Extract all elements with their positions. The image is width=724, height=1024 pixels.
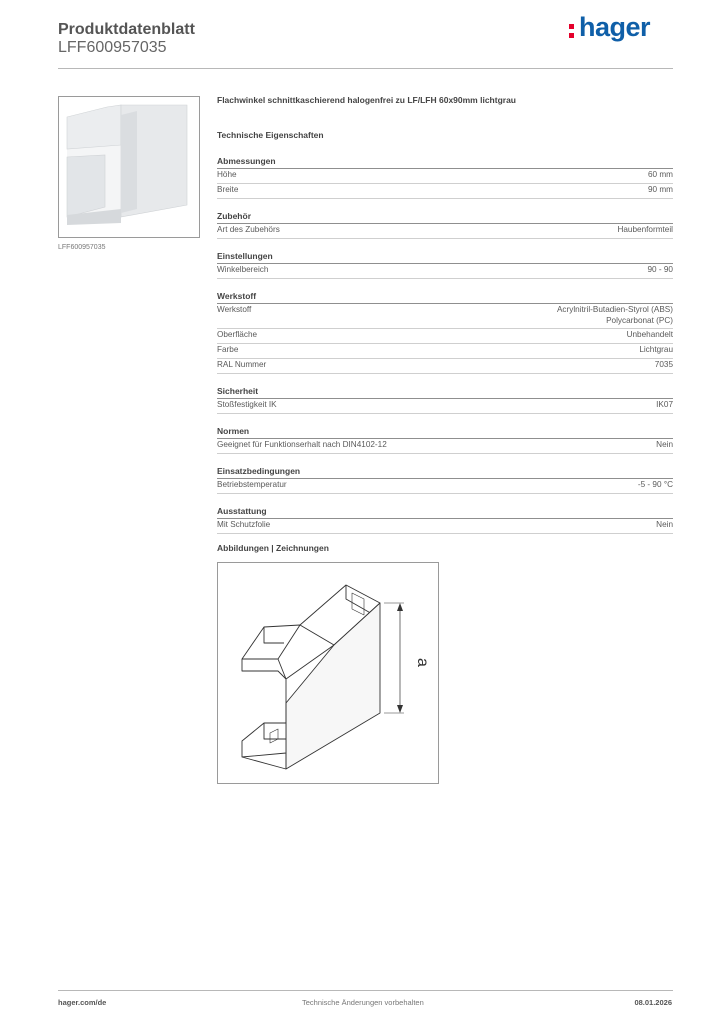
header-divider xyxy=(58,68,673,69)
property-label: Farbe xyxy=(217,345,239,354)
drawings-title: Abbildungen | Zeichnungen xyxy=(217,543,329,553)
property-value: Nein xyxy=(656,440,673,449)
group-title: Zubehör xyxy=(217,210,673,224)
technical-properties-title: Technische Eigenschaften xyxy=(217,130,324,140)
property-row xyxy=(217,264,673,279)
property-row xyxy=(217,329,673,344)
group-title: Einsatzbedingungen xyxy=(217,465,673,479)
property-value-line: Polycarbonat (PC) xyxy=(606,315,673,325)
product-details xyxy=(217,95,673,534)
footer-date: 08.01.2026 xyxy=(634,998,672,1007)
product-description: Flachwinkel schnittkaschierend halogenfrei zu LF/LFH 60x90mm lichtgrau xyxy=(217,95,516,105)
property-value: -5 - 90 °C xyxy=(637,480,673,489)
property-row xyxy=(217,439,673,454)
group-title: Einstellungen xyxy=(217,250,673,264)
property-value: 60 mm xyxy=(647,170,673,179)
property-value: Lichtgrau xyxy=(639,345,673,354)
group-material xyxy=(217,290,673,374)
property-label: Geeignet für Funktionserhalt nach DIN4102-12 xyxy=(217,440,387,449)
group-standards xyxy=(217,425,673,454)
dimension-label: a xyxy=(414,658,431,667)
group-settings xyxy=(217,250,673,279)
product-image-caption: LFF600957035 xyxy=(58,244,106,251)
property-value: Nein xyxy=(656,520,673,529)
property-row xyxy=(217,169,673,184)
property-label: Höhe xyxy=(217,170,237,179)
flat-angle-drawing-icon xyxy=(218,563,438,783)
property-row xyxy=(217,519,673,534)
logo-dots-icon xyxy=(569,24,575,42)
group-dimensions xyxy=(217,155,673,199)
logo-text: hager xyxy=(579,12,651,42)
group-operating-conditions xyxy=(217,465,673,494)
group-title: Sicherheit xyxy=(217,385,673,399)
property-value: 7035 xyxy=(654,360,673,369)
property-label: RAL Nummer xyxy=(217,360,267,369)
footer-notice: Technische Änderungen vorbehalten xyxy=(302,998,424,1007)
property-row xyxy=(217,224,673,239)
hager-logo xyxy=(567,12,657,46)
property-label: Oberfläche xyxy=(217,330,258,339)
footer-website: hager.com/de xyxy=(58,998,107,1007)
property-label: Breite xyxy=(217,185,239,194)
group-equipment xyxy=(217,505,673,534)
property-value: 90 mm xyxy=(647,185,673,194)
page-title: Produktdatenblatt xyxy=(58,21,195,38)
property-label: Art des Zubehörs xyxy=(217,225,280,234)
property-value xyxy=(557,305,673,326)
property-label: Werkstoff xyxy=(217,305,252,314)
flat-angle-photo-icon xyxy=(59,97,199,237)
technical-drawing xyxy=(217,562,439,784)
product-image xyxy=(58,96,200,238)
footer-divider xyxy=(58,990,673,991)
property-value: Unbehandelt xyxy=(626,330,673,339)
property-row xyxy=(217,479,673,494)
group-safety xyxy=(217,385,673,414)
property-row xyxy=(217,304,673,329)
group-title: Normen xyxy=(217,425,673,439)
property-row xyxy=(217,399,673,414)
property-value: IK07 xyxy=(656,400,673,409)
property-label: Stoßfestigkeit IK xyxy=(217,400,277,409)
property-value: 90 - 90 xyxy=(647,265,673,274)
article-number: LFF600957035 xyxy=(58,39,167,56)
property-value-line: Acrylnitril-Butadien-Styrol (ABS) xyxy=(556,305,673,314)
group-title: Abmessungen xyxy=(217,155,673,169)
property-label: Winkelbereich xyxy=(217,265,269,274)
group-accessory xyxy=(217,210,673,239)
group-title: Ausstattung xyxy=(217,505,673,519)
property-row xyxy=(217,184,673,199)
group-title: Werkstoff xyxy=(217,290,673,304)
property-row xyxy=(217,344,673,359)
property-row xyxy=(217,359,673,374)
property-value: Haubenformteil xyxy=(617,225,673,234)
property-label: Betriebstemperatur xyxy=(217,480,287,489)
property-label: Mit Schutzfolie xyxy=(217,520,271,529)
